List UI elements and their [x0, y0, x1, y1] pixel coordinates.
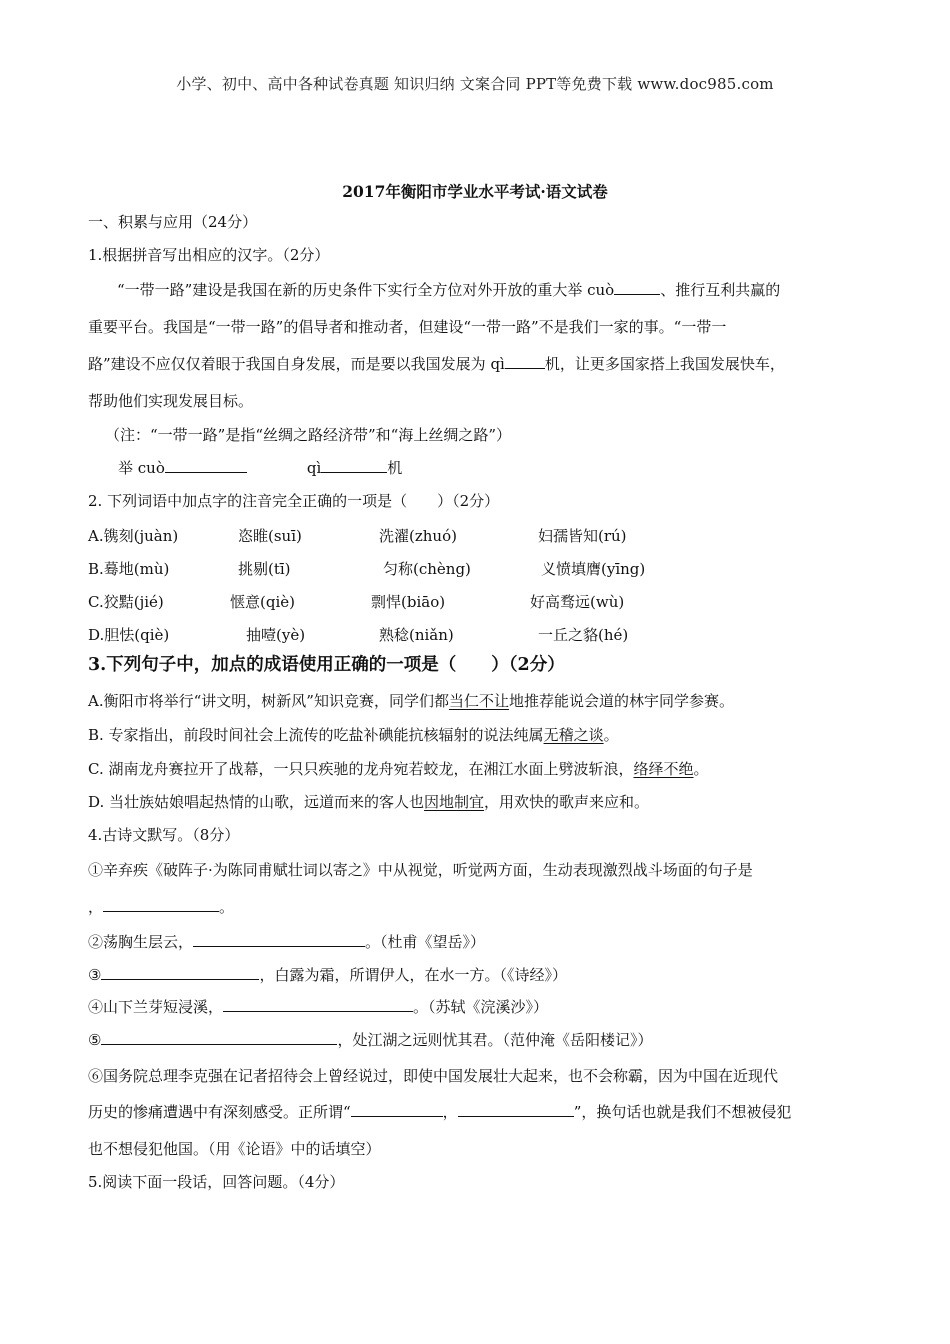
q2-word: A.镌刻(juàn): [88, 527, 179, 545]
dotted-idiom: 无稽之谈: [543, 726, 604, 744]
q2-stem: 2. 下列词语中加点字的注音完全正确的一项是（ ）（2分）: [88, 492, 500, 510]
q1-stem: 1.根据拼音写出相应的汉字。（2分）: [88, 246, 330, 264]
q3-option-d[interactable]: D. 当壮族姑娘唱起热情的山歌，远道而来的客人也因地制宜，用欢快的歌声来应和。: [88, 793, 650, 811]
q2-word: 妇孺皆知(rú): [538, 527, 627, 545]
answer-blank[interactable]: [193, 932, 365, 947]
q2-word: B.蓦地(mù): [88, 560, 170, 578]
dotted-idiom: 因地制宜: [424, 793, 485, 811]
page-header: 小学、初中、高中各种试卷真题 知识归纳 文案合同 PPT等免费下载 www.doc985.com: [176, 75, 774, 93]
q1-note: （注：“一带一路”是指“丝绸之路经济带”和“海上丝绸之路”）: [105, 426, 512, 444]
q2-word: 挑剔(tī): [238, 560, 291, 578]
q1-blank-qi[interactable]: [505, 354, 545, 369]
q2-word: 熟稔(niǎn): [379, 626, 454, 644]
q4-item-5: ⑤ ，处江湖之远则忧其君。（范仲淹《岳阳楼记》）: [88, 1031, 653, 1049]
q4-item-1: ①辛弃疾《破阵子·为陈同甫赋壮词以寄之》中从视觉，听觉两方面，生动表现激烈战斗场面的句子是: [88, 861, 753, 879]
q1-paragraph-line4: 帮助他们实现发展目标。: [88, 392, 254, 410]
q2-word: 惬意(qiè): [230, 593, 295, 611]
answer-blank[interactable]: [101, 1030, 337, 1045]
answer-blank[interactable]: [103, 897, 219, 912]
q1-answer-blank-2[interactable]: [321, 458, 387, 473]
q1-answer-line: 举 cuò qì 机: [118, 459, 403, 477]
q3-option-b[interactable]: B. 专家指出，前段时间社会上流传的吃盐补碘能抗核辐射的说法纯属无稽之谈。: [88, 726, 619, 744]
q1-blank-cuo[interactable]: [614, 280, 660, 295]
answer-blank[interactable]: [458, 1102, 574, 1117]
q2-word: 恣睢(suī): [238, 527, 302, 545]
q2-word: 义愤填膺(yīng): [541, 560, 646, 578]
q1-paragraph-line3: 路”建设不应仅仅着眼于我国自身发展，而是要以我国发展为 qì 机，让更多国家搭上我国发展快车，: [88, 355, 785, 373]
q4-item-1-answer: ， 。: [88, 898, 235, 916]
dotted-idiom: 络绎不绝: [633, 760, 694, 778]
q5-stem: 5.阅读下面一段话，回答问题。（4分）: [88, 1173, 345, 1191]
q1-paragraph-line2: 重要平台。我国是“一带一路”的倡导者和推动者，但建设“一带一路”不是我们一家的事。“一带一: [88, 318, 727, 336]
q2-word: 洗濯(zhuó): [379, 527, 457, 545]
q1-answer-blank-1[interactable]: [165, 458, 247, 473]
q3-option-c[interactable]: C. 湖南龙舟赛拉开了战幕，一只只疾驰的龙舟宛若蛟龙，在湘江水面上劈波斩浪，络绎不绝。: [88, 760, 709, 778]
q4-item-6-line1: ⑥国务院总理李克强在记者招待会上曾经说过，即使中国发展壮大起来，也不会称霸，因为中国在近现代: [88, 1067, 779, 1085]
q3-stem: 3.下列句子中，加点的成语使用正确的一项是（ ）（2分）: [88, 655, 565, 675]
dotted-idiom: 当仁不让: [448, 692, 509, 710]
q2-word: 剽悍(biāo): [371, 593, 446, 611]
q4-item-4: ④山下兰芽短浸溪， 。（苏轼《浣溪沙》）: [88, 998, 549, 1016]
answer-blank[interactable]: [101, 965, 259, 980]
q2-word: 好高骛远(wù): [530, 593, 625, 611]
q2-word: D.胆怯(qiè): [88, 626, 170, 644]
q2-word: 一丘之貉(hé): [538, 626, 629, 644]
q4-item-6-line3: 也不想侵犯他国。（用《论语》中的话填空）: [88, 1140, 381, 1158]
q2-word: 抽噎(yè): [246, 626, 306, 644]
q4-stem: 4.古诗文默写。（8分）: [88, 826, 240, 844]
answer-blank[interactable]: [223, 997, 413, 1012]
q2-word: C.狡黠(jié): [88, 593, 164, 611]
section-heading: 一、积累与应用（24分）: [88, 213, 258, 231]
exam-title: 2017年衡阳市学业水平考试·语文试卷: [342, 182, 608, 201]
q4-item-6-line2: 历史的惨痛遭遇中有深刻感受。正所谓“ ， ”，换句话也就是我们不想被侵犯: [88, 1103, 792, 1121]
q2-word: 匀称(chèng): [383, 560, 471, 578]
answer-blank[interactable]: [351, 1102, 443, 1117]
q4-item-2: ②荡胸生层云， 。（杜甫《望岳》）: [88, 933, 486, 951]
q1-paragraph-line1: “一带一路”建设是我国在新的历史条件下实行全方位对外开放的重大举 cuò 、推行互利共赢的: [117, 281, 781, 299]
q3-option-a[interactable]: A.衡阳市将举行“讲文明，树新风”知识竞赛，同学们都当仁不让地推荐能说会道的林宇同学参赛。: [88, 692, 734, 710]
q4-item-3: ③ ，白露为霜，所谓伊人，在水一方。（《诗经》）: [88, 966, 567, 984]
